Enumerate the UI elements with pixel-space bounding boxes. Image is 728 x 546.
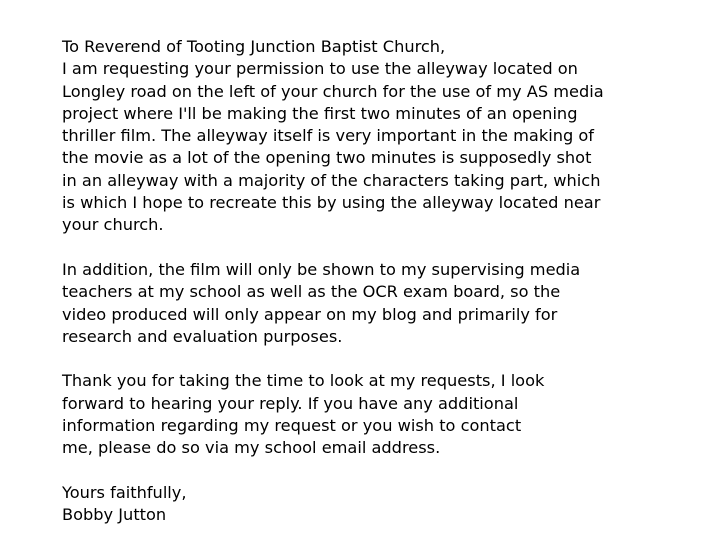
paragraph-line: the movie as a lot of the opening two minutes is supposedly shot [62,148,592,168]
paragraph-line: thriller film. The alleyway itself is very important in the making of [62,126,595,146]
paragraph-line: video produced will only appear on my blog and primarily for [62,304,558,324]
letter-salutation: To Reverend of Tooting Junction Baptist Church, [62,37,446,56]
paragraph-line: is which I hope to recreate this by using the alleyway located near [62,193,601,213]
paragraph-request [62,58,722,236]
paragraph-line: forward to hearing your reply. If you have any additional [62,393,519,413]
paragraph-line: your church. [62,215,164,235]
paragraph-line: I am requesting your permission to use the alleyway located on [62,59,578,79]
paragraph-line: In addition, the film will only be shown to my supervising media [62,259,581,279]
paragraph-line: Longley road on the left of your church for the use of my AS media [62,81,604,101]
letter-signature: Bobby Jutton [62,505,167,525]
paragraph-spacer [62,237,722,259]
paragraph-spacer [62,460,722,482]
paragraph-line: Thank you for taking the time to look at my requests, I look [62,371,545,391]
paragraph-thanks [62,370,722,459]
paragraph-line: in an alleyway with a majority of the characters taking part, which [62,170,601,190]
paragraph-usage [62,259,722,348]
letter-closing: Yours faithfully, [62,482,187,502]
paragraph-line: research and evaluation purposes. [62,326,343,346]
paragraph-line: project where I'll be making the first two minutes of an opening [62,103,578,123]
paragraph-line: me, please do so via my school email address. [62,438,441,458]
paragraph-spacer [62,348,722,370]
paragraph-line: information regarding my request or you wish to contact [62,416,522,436]
letter-body [62,36,722,527]
paragraph-line: teachers at my school as well as the OCR exam board, so the [62,282,561,302]
